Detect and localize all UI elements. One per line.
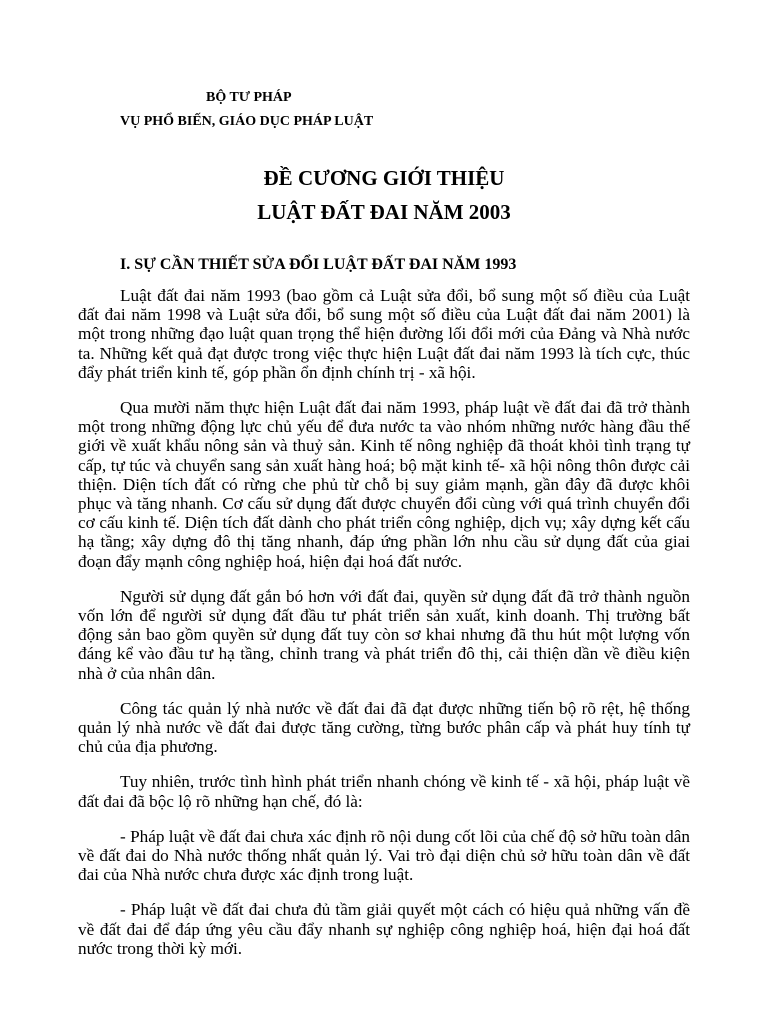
- paragraph-3: Người sử dụng đất gắn bó hơn với đất đai, quyền sử dụng đất đã trở thành nguồn vốn lớn để người sử dụng đất đầu tư phát triển sản xuất, kinh doanh. Thị trường bất động sản bao gồm quyền sử dụng đất tuy còn sơ khai nhưng đã thu hút một lượng vốn đáng kể vào đầu tư hạ tầng, chỉnh trang và phát triển đô thị, cải thiện dần về điều kiện nhà ở của nhân dân.: [78, 586, 690, 683]
- ministry-name: BỘ TƯ PHÁP: [206, 90, 292, 105]
- document-title-line-1: ĐỀ CƯƠNG GIỚI THIỆU: [263, 166, 505, 190]
- paragraph-4: Công tác quản lý nhà nước về đất đai đã đạt được những tiến bộ rõ rệt, hệ thống quản lý nhà nước về đất đai được tăng cường, từng bước phân cấp và phát huy tính tự chủ của địa phương.: [78, 698, 690, 757]
- paragraph-2: Qua mười năm thực hiện Luật đất đai năm 1993, pháp luật về đất đai đã trở thành một trong những động lực chủ yếu để đưa nước ta vào nhóm những nước hàng đầu thế giới về xuất khẩu nông sản và thuỷ sản. Kinh tế nông nghiệp đã thoát khỏi tình trạng tự cấp, tự túc và chuyển sang sản xuất hàng hoá; bộ mặt kinh tế- xã hội nông thôn được cải thiện. Diện tích đất có rừng che phủ từ chỗ bị suy giảm mạnh, gần đây đã được khôi phục và tăng nhanh. Cơ cấu sử dụng đất được chuyển đổi cùng với quá trình chuyển đổi cơ cấu kinh tế. Diện tích đất dành cho phát triển công nghiệp, dịch vụ; xây dựng kết cấu hạ tầng; xây dựng đô thị tăng nhanh, đáp ứng phần lớn nhu cầu sử dụng đất của giai đoạn đẩy mạnh công nghiệp hoá, hiện đại hoá đất nước.: [78, 398, 690, 571]
- paragraph-6: - Pháp luật về đất đai chưa xác định rõ nội dung cốt lõi của chế độ sở hữu toàn dân về đất đai do Nhà nước thống nhất quản lý. Vai trò đại diện chủ sở hữu toàn dân về đất đai của Nhà nước chưa được xác định trong luật.: [78, 826, 690, 885]
- section-body: [78, 286, 690, 974]
- section-heading: I. SỰ CẦN THIẾT SỬA ĐỔI LUẬT ĐẤT ĐAI NĂM 1993: [120, 256, 517, 273]
- document-title-line-2: LUẬT ĐẤT ĐAI NĂM 2003: [257, 200, 511, 224]
- paragraph-7: - Pháp luật về đất đai chưa đủ tầm giải quyết một cách có hiệu quả những vấn đề về đất đai để đáp ứng yêu cầu đẩy nhanh sự nghiệp công nghiệp hoá, hiện đại hoá đất nước trong thời kỳ mới.: [78, 900, 690, 958]
- paragraph-5: Tuy nhiên, trước tình hình phát triển nhanh chóng về kinh tế - xã hội, pháp luật về đất đai đã bộc lộ rõ những hạn chế, đó là:: [78, 772, 690, 811]
- paragraph-1: Luật đất đai năm 1993 (bao gồm cả Luật sửa đổi, bổ sung một số điều của Luật đất đai năm 1998 và Luật sửa đổi, bổ sung một số điều của Luật đất đai năm 2001) là một trong những đạo luật quan trọng thể hiện đường lối đổi mới của Đảng và Nhà nước ta. Những kết quả đạt được trong việc thực hiện Luật đất đai năm 1993 là tích cực, thúc đẩy phát triển kinh tế, góp phần ổn định chính trị - xã hội.: [78, 286, 690, 382]
- department-name: VỤ PHỔ BIẾN, GIÁO DỤC PHÁP LUẬT: [120, 114, 374, 129]
